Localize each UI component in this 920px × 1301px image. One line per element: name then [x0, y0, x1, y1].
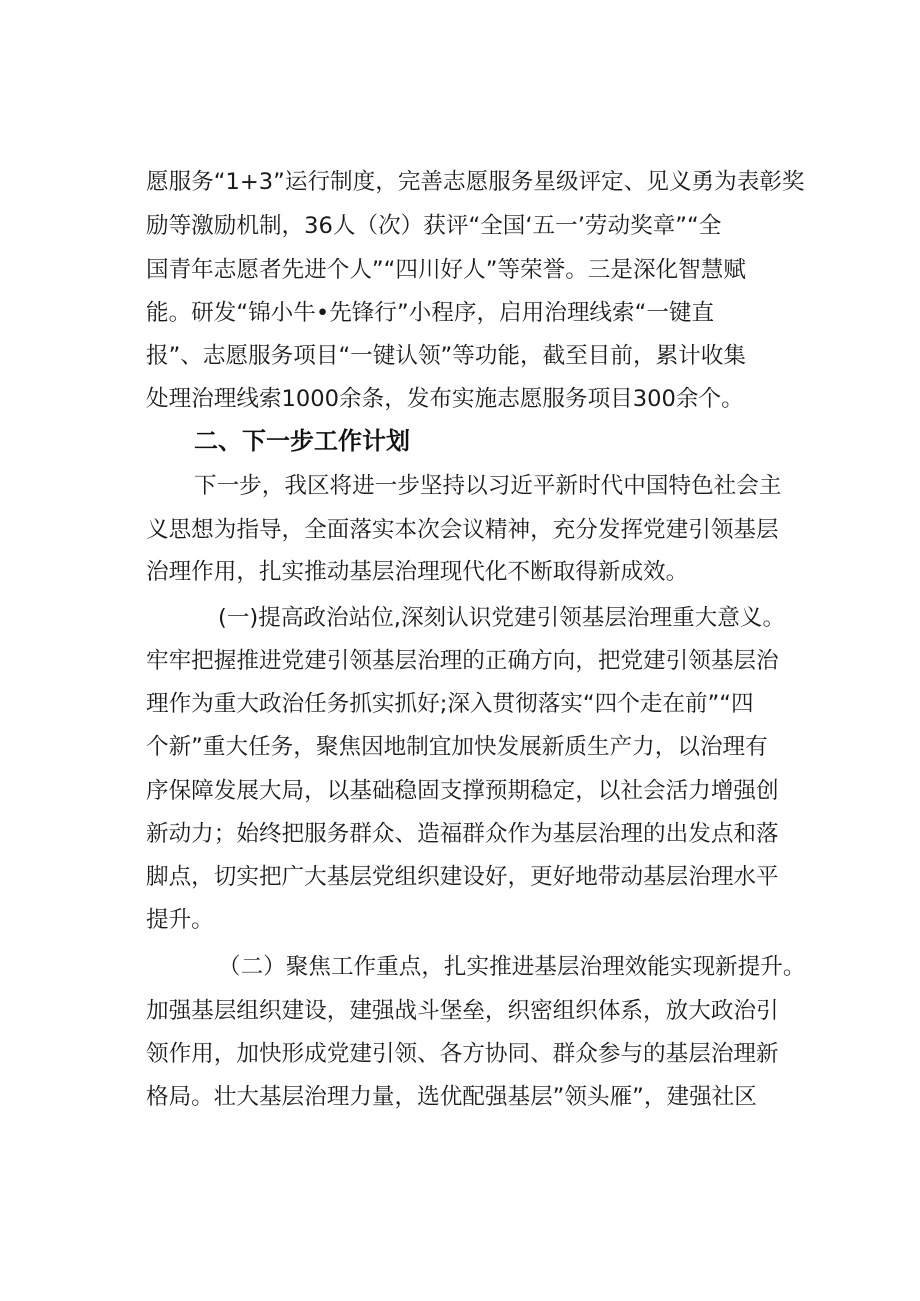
- paragraph-line: 励等激励机制，36人（次）获评“全国‘五一’劳动奖章”“全: [146, 213, 722, 239]
- paragraph-line: 新动力；始终把服务群众、造福群众作为基层治理的出发点和落: [146, 821, 779, 847]
- paragraph-line: 个新”重大任务，聚焦因地制宜加快发展新质生产力，以治理有: [146, 734, 768, 760]
- paragraph-line: 脚点，切实把广大基层党组织建设好，更好地带动基层治理水平: [146, 864, 779, 890]
- subsection-heading-1: (一)提高政治站位,深刻认识党建引领基层治理重大意义。: [218, 605, 786, 631]
- paragraph-line: 格局。壮大基层治理力量，选优配强基层”领头雁”，建强社区: [146, 1084, 757, 1110]
- paragraph-line: 愿服务“1+3”运行制度，完善志愿服务星级评定、见义勇为表彰奖: [146, 169, 805, 195]
- paragraph-line: 治理作用，扎实推动基层治理现代化不断取得新成效。: [146, 559, 689, 585]
- paragraph-line: 处理治理线索1000余条，发布实施志愿服务项目300余个。: [146, 386, 744, 412]
- paragraph-line: 领作用，加快形成党建引领、各方协同、群众参与的基层治理新: [146, 1041, 779, 1067]
- paragraph-line: 国青年志愿者先进个人”“四川好人”等荣誉。三是深化智慧赋: [146, 257, 746, 283]
- paragraph-line: 牢牢把握推进党建引领基层治理的正确方向，把党建引领基层治: [146, 648, 779, 674]
- paragraph-line: 理作为重大政治任务抓实抓好;深入贯彻落实“四个走在前”“四: [146, 691, 754, 717]
- paragraph-line: 报”、志愿服务项目“一键认领”等功能，截至目前，累计收集: [146, 343, 746, 369]
- paragraph-line: 义思想为指导，全面落实本次会议精神，充分发挥党建引领基层: [146, 517, 779, 543]
- subsection-heading-2: （二）聚焦工作重点，扎实推进基层治理效能实现新提升。: [218, 954, 806, 980]
- paragraph-line: 能。研发“锦小牛•先锋行”小程序，启用治理线索“一键直: [146, 300, 715, 326]
- paragraph-line: 下一步，我区将进一步坚持以习近平新时代中国特色社会主: [194, 473, 782, 499]
- paragraph-line: 序保障发展大局，以基础稳固支撑预期稳定，以社会活力增强创: [146, 778, 779, 804]
- section-heading: 二、下一步工作计划: [194, 427, 410, 455]
- paragraph-line: 加强基层组织建设，建强战斗堡垒，织密组织体系，放大政治引: [146, 998, 779, 1024]
- paragraph-line: 提升。: [146, 907, 214, 933]
